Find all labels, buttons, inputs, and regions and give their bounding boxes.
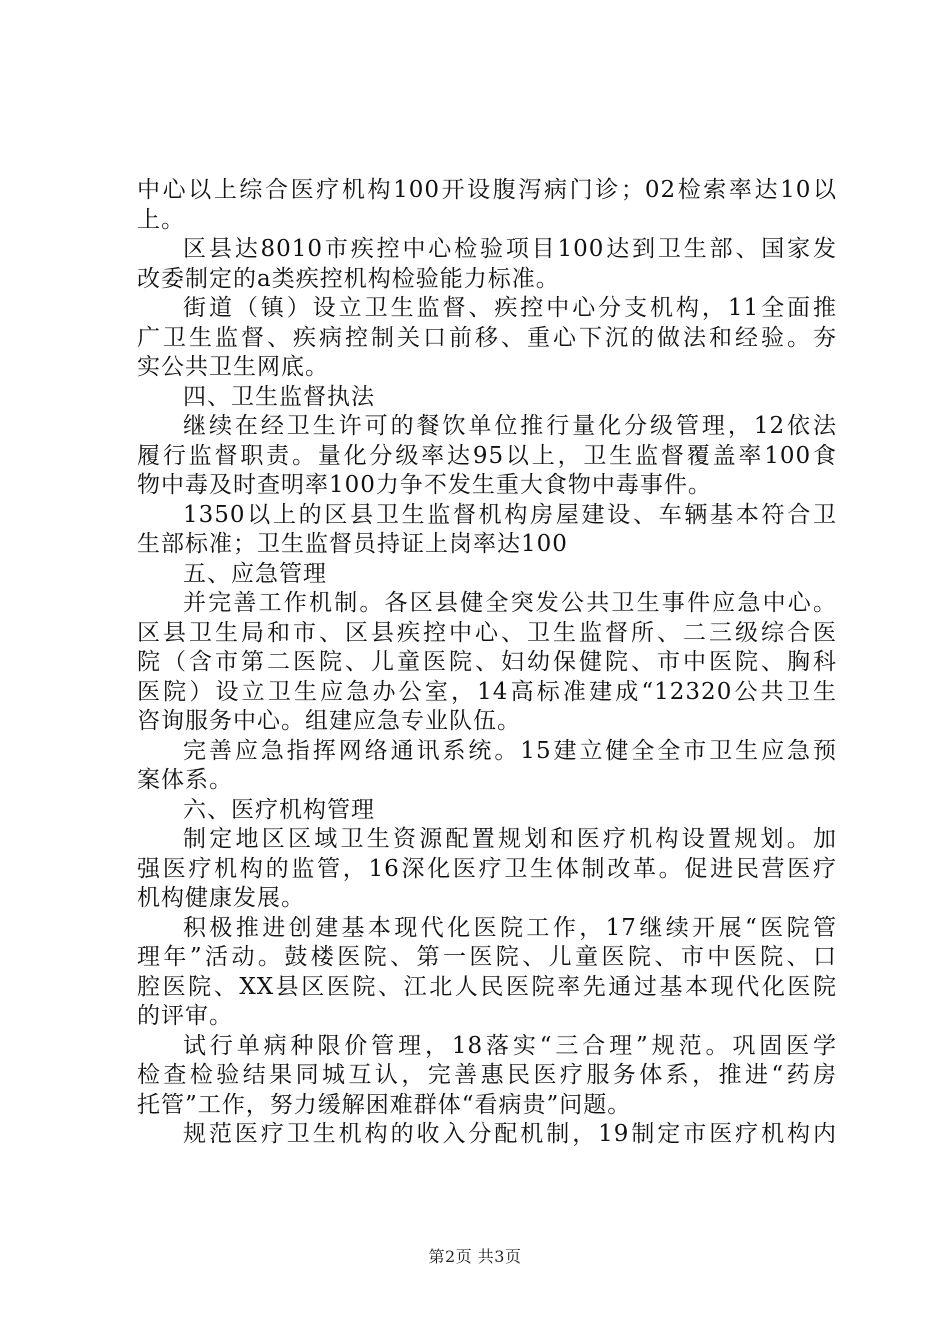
text-line: 改委制定的a类疾控机构检验能力标准。 — [137, 265, 560, 292]
text-line: 试行单病种限价管理，18落实“三合理”规范。巩固医学 — [183, 1032, 837, 1059]
text-line: 的评审。 — [137, 1003, 233, 1029]
text-line: 四、卫生监督执法 — [183, 383, 375, 410]
text-line: 医院）设立卫生应急办公室，14高标准建成“12320公共卫生 — [137, 678, 837, 705]
text-line: 五、应急管理 — [183, 560, 327, 587]
text-line: 腔医院、XX县区医院、江北人民医院率先通过基本现代化医院 — [137, 973, 837, 1000]
page-footer: 第2页 共3页 — [428, 1247, 522, 1266]
text-line: 完善应急指挥网络通讯系统。15建立健全全市卫生应急预 — [183, 737, 837, 764]
text-line: 街道（镇）设立卫生监督、疾控中心分支机构，11全面推 — [183, 295, 837, 321]
document-body — [137, 176, 837, 1150]
text-line: 生部标准；卫生监督员持证上岗率达100 — [137, 531, 568, 557]
text-line: 咨询服务中心。组建应急专业队伍。 — [137, 708, 521, 734]
text-line: 机构健康发展。 — [137, 885, 305, 911]
text-line: 规范医疗卫生机构的收入分配机制，19制定市医疗机构内 — [183, 1121, 837, 1147]
text-line: 区县达8010市疾控中心检验项目100达到卫生部、国家发 — [183, 236, 837, 262]
text-line: 检查检验结果同城互认，完善惠民医疗服务体系，推进“药房 — [137, 1062, 837, 1088]
text-line: 院（含市第二医院、儿童医院、妇幼保健院、市中医院、胸科 — [137, 649, 837, 675]
text-line: 实公共卫生网底。 — [137, 354, 329, 380]
text-line: 六、医疗机构管理 — [183, 796, 375, 823]
text-line: 案体系。 — [137, 767, 233, 793]
text-line: 并完善工作机制。各区县健全突发公共卫生事件应急中心。 — [183, 590, 837, 616]
text-line: 积极推进创建基本现代化医院工作，17继续开展“医院管 — [183, 914, 837, 941]
text-line: 物中毒及时查明率100力争不发生重大食物中毒事件。 — [137, 472, 712, 498]
text-line: 履行监督职责。量化分级率达95以上，卫生监督覆盖率100食 — [137, 442, 837, 469]
text-line: 托管”工作，努力缓解困难群体“看病贵”问题。 — [137, 1091, 632, 1118]
text-line: 继续在经卫生许可的餐饮单位推行量化分级管理，12依法 — [183, 413, 837, 439]
text-line: 上。 — [137, 206, 185, 233]
text-line: 广卫生监督、疾病控制关口前移、重心下沉的做法和经验。夯 — [137, 324, 837, 351]
text-line: 强医疗机构的监管，16深化医疗卫生体制改革。促进民营医疗 — [137, 855, 837, 882]
text-line: 制定地区区域卫生资源配置规划和医疗机构设置规划。加 — [183, 826, 837, 852]
text-line: 理年”活动。鼓楼医院、第一医院、儿童医院、市中医院、口 — [137, 944, 837, 970]
text-line: 1350以上的区县卫生监督机构房屋建设、车辆基本符合卫 — [183, 501, 837, 528]
text-line: 区县卫生局和市、区县疾控中心、卫生监督所、二三级综合医 — [137, 619, 837, 646]
text-line: 中心以上综合医疗机构100开设腹泻病门诊；02检索率达10以 — [137, 177, 837, 203]
